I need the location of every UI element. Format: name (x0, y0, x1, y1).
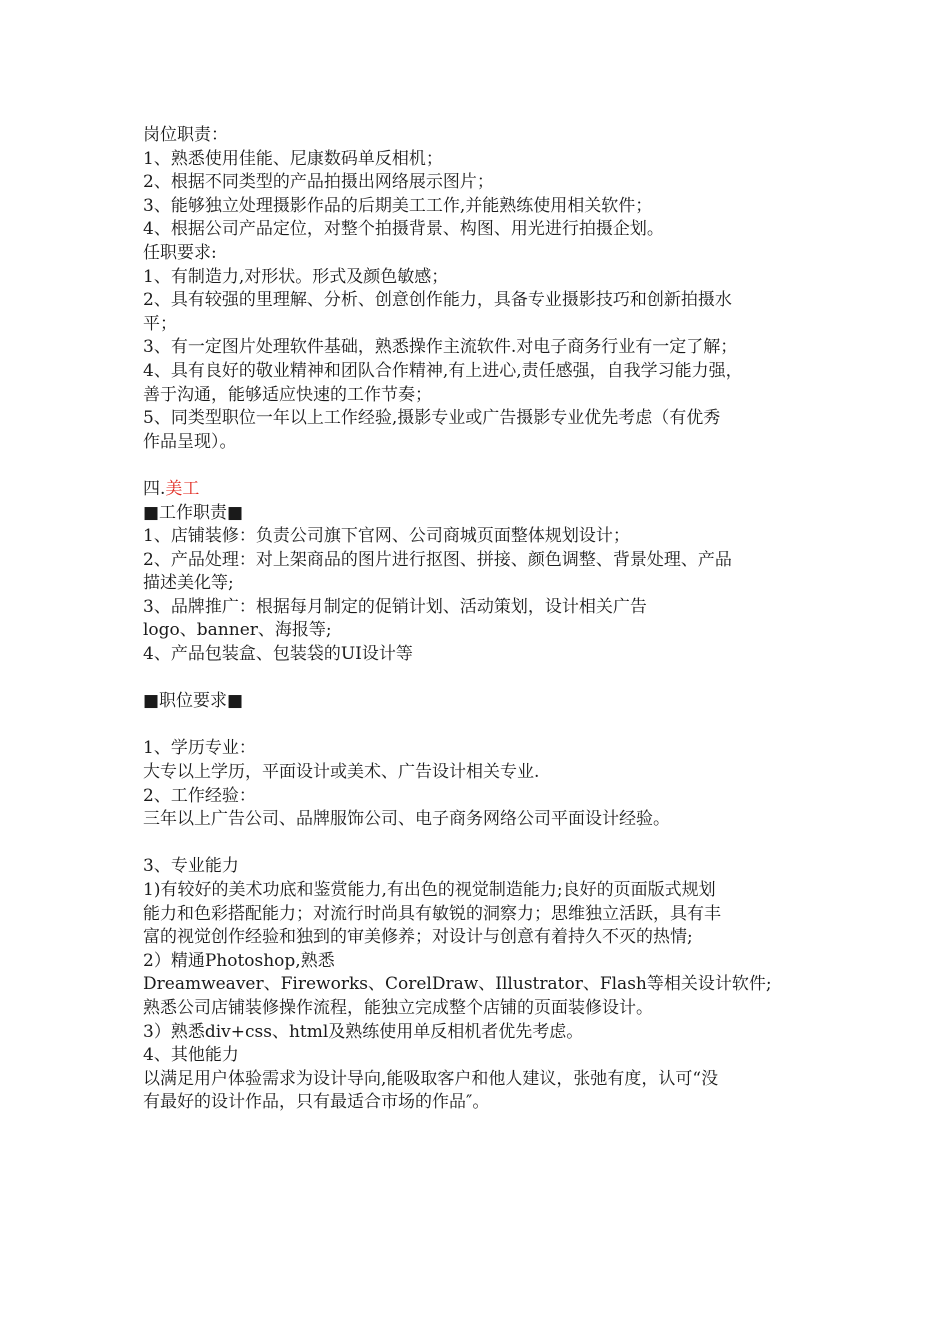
experience-text: 三年以上广告公司、品牌服饰公司、电子商务网络公司平面设计经验。 (143, 809, 670, 830)
photographer-duties-title: 岗位职责： (143, 125, 228, 145)
designer-duty-item: logo、banner、海报等; (143, 620, 332, 641)
skills-item: Dreamweaver、Fireworks、CorelDraw、Illustrator、Flash等相关设计软件; (143, 974, 772, 995)
spacer (143, 832, 823, 856)
skills-title: 3、专业能力 (143, 856, 239, 877)
designer-duties-title: ■工作职责■ (143, 502, 244, 523)
designer-duty-item: 4、产品包装盒、包装袋的UI设计等 (143, 644, 413, 665)
skills-item: 2）精通Photoshop,熟悉 (143, 950, 335, 971)
designer-req-title: ■职位要求■ (143, 691, 244, 712)
skills-item: 1)有较好的美术功底和鉴赏能力,有出色的视觉制造能力;良好的页面版式规划 (143, 880, 716, 900)
designer-duty-item: 1、店铺装修：负责公司旗下官网、公司商城页面整体规划设计； (143, 526, 630, 547)
skills-item: 富的视觉创作经验和独到的审美修养；对设计与创意有着持久不灭的热情; (143, 927, 693, 948)
spacer (143, 667, 823, 691)
photographer-duty-item: 2、根据不同类型的产品拍摄出网络展示图片； (143, 172, 494, 193)
photographer-req-item: 4、具有良好的敬业精神和团队合作精神,有上进心,责任感强，自我学习能力强， (143, 360, 743, 381)
section-heading (143, 478, 823, 502)
photographer-req-item: 1、有制造力,对形状。形式及颜色敏感； (143, 266, 449, 287)
other-item: 有最好的设计作品，只有最适合市场的作品″。 (143, 1092, 490, 1113)
section-title: 美工 (165, 478, 200, 499)
photographer-duty-item: 1、熟悉使用佳能、尼康数码单反相机； (143, 148, 443, 169)
other-title: 4、其他能力 (143, 1045, 239, 1066)
photographer-req-item: 善于沟通，能够适应快速的工作节奏； (143, 384, 432, 405)
photographer-req-item: 3、有一定图片处理软件基础，熟悉操作主流软件.对电子商务行业有一定了解； (143, 337, 738, 358)
photographer-req-item: 作品呈现）。 (143, 431, 237, 452)
skills-item: 3）熟悉div+css、html及熟练使用单反相机者优先考虑。 (143, 1021, 584, 1042)
spacer (143, 714, 823, 738)
other-item: 以满足用户体验需求为设计导向,能吸取客户和他人建议，张弛有度，认可“没 (143, 1068, 719, 1089)
designer-duty-item: 3、品牌推广：根据每月制定的促销计划、活动策划，设计相关广告 (143, 596, 647, 617)
section-number: 四. (143, 478, 166, 499)
education-text: 大专以上学历，平面设计或美术、广告设计相关专业. (143, 762, 540, 783)
designer-duty-item: 描述美化等; (143, 573, 234, 594)
photographer-req-item: 平； (143, 313, 177, 334)
spacer (143, 454, 823, 478)
photographer-duty-item: 3、能够独立处理摄影作品的后期美工工作,并能熟练使用相关软件； (143, 195, 653, 216)
document-page (143, 124, 823, 1115)
photographer-duty-item: 4、根据公司产品定位，对整个拍摄背景、构图、用光进行拍摄企划。 (143, 219, 664, 240)
designer-duty-item: 2、产品处理：对上架商品的图片进行抠图、拼接、颜色调整、背景处理、产品 (143, 549, 732, 570)
skills-item: 熟悉公司店铺装修操作流程，能独立完成整个店铺的页面装修设计。 (143, 997, 653, 1018)
skills-item: 能力和色彩搭配能力；对流行时尚具有敏锐的洞察力；思维独立活跃，具有丰 (143, 903, 721, 924)
experience-title: 2、工作经验： (143, 785, 256, 806)
education-title: 1、学历专业： (143, 738, 256, 759)
photographer-req-title: 任职要求: (143, 242, 217, 263)
photographer-req-item: 2、具有较强的里理解、分析、创意创作能力，具备专业摄影技巧和创新拍摄水 (143, 290, 732, 311)
photographer-req-item: 5、同类型职位一年以上工作经验,摄影专业或广告摄影专业优先考虑（有优秀 (143, 408, 721, 429)
